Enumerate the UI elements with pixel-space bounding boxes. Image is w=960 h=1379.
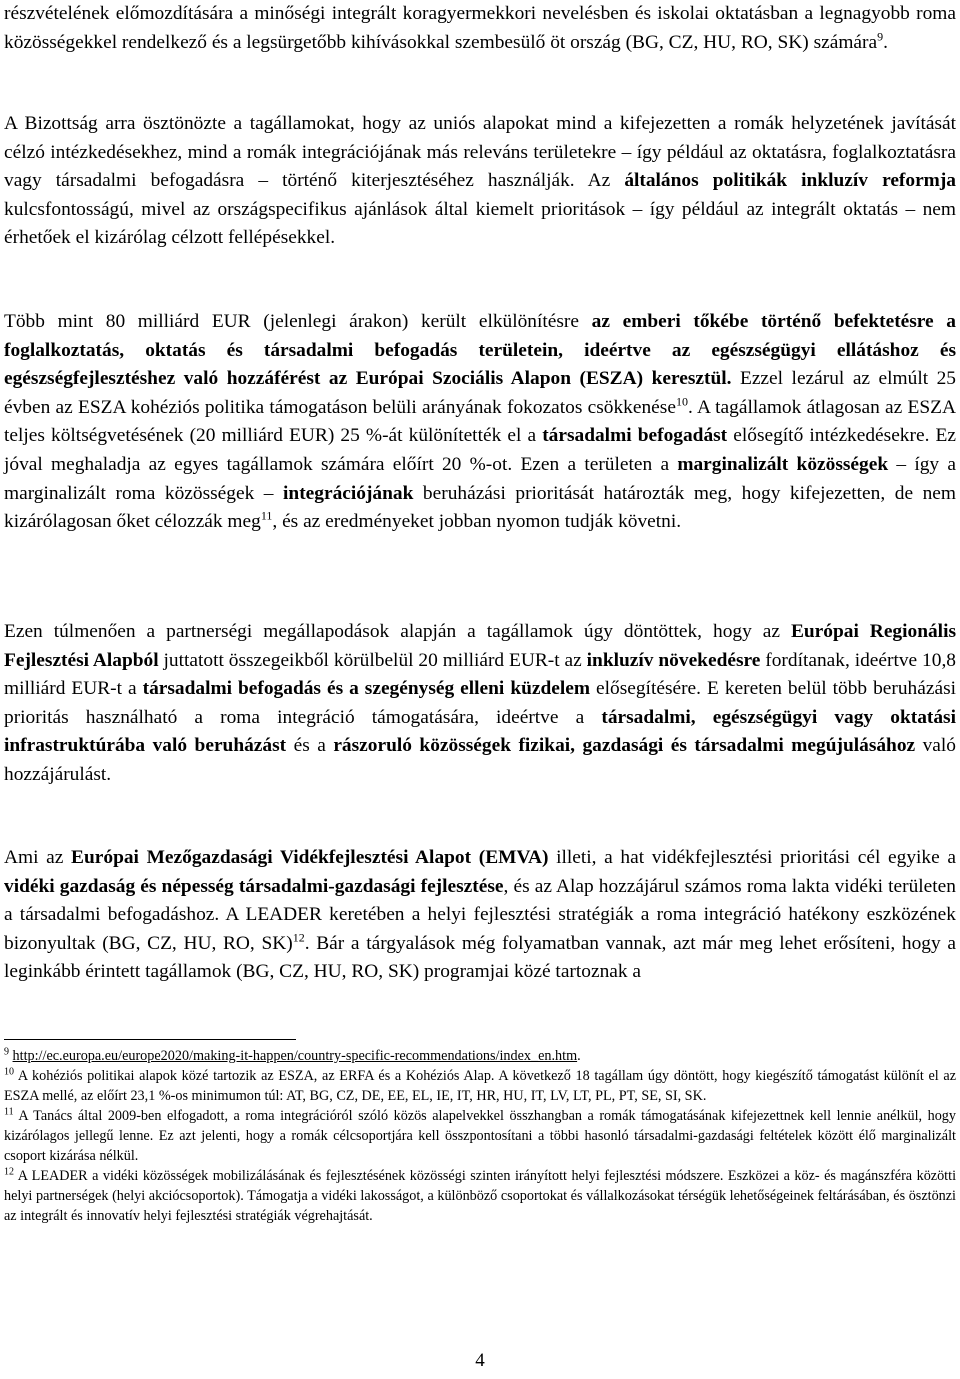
- bold-run: marginalizált közösségek: [677, 453, 889, 475]
- bold-run: rászoruló közösségek fizikai, gazdasági és társadalmi megújulásához: [333, 735, 916, 757]
- footnote-number: 10: [4, 1066, 14, 1078]
- text-run: .: [883, 31, 888, 53]
- text-run: – így a marginalizált roma közösségek –: [4, 453, 956, 504]
- text-run: beruházási prioritását határozták meg, hogy kifejezetten, de nem kizárólagosan őket célozzák meg: [4, 482, 956, 533]
- text-run: Ezen túlmenően a partnerségi megállapodások alapján a tagállamok úgy döntöttek, hogy az: [4, 621, 791, 642]
- text-run: Ami az: [4, 847, 72, 868]
- footnote-number: 11: [4, 1106, 14, 1118]
- bold-run: vidéki gazdaság és népesség társadalmi-gazdasági fejlesztése: [4, 875, 504, 897]
- text-run: és a: [286, 735, 334, 757]
- bold-run: Európai Mezőgazdasági Vidékfejlesztési Alapot (EMVA): [71, 847, 549, 868]
- footnote-ref: 10: [675, 394, 688, 409]
- footnote-text: A Tanács által 2009-ben elfogadott, a roma integrációról szóló közös alapelvekkel összhangban a romák támogatásának kifejezettnek kell lennie anélkül, hogy kizárólagos jellegű lenne. Ez azt jelenti, hogy a romák célcsoportjára kell összpontosítani a többi hasonló társadalmi-gazdasági feltételek között élő marginalizált csoport kizárása nélkül.: [4, 1108, 956, 1164]
- text-run: elősegítő intézkedésekre. Ez jóval meghaladja az egyes tagállamok számára előírt 20 %-ot. Ezen a területen a: [4, 425, 956, 475]
- text-run: , és az eredményeket jobban nyomon tudják követni.: [272, 511, 682, 533]
- footnote-ref: 11: [260, 508, 273, 523]
- footnote-9: [4, 1046, 956, 1066]
- bold-run: Európai Regionális Fejlesztési Alapból: [4, 621, 956, 671]
- footnote-punct: .: [577, 1048, 581, 1064]
- bold-run: társadalmi befogadást: [542, 425, 728, 447]
- text-run: Ezzel lezárul az elmúlt 25 évben az ESZA kohéziós politika támogatáson belüli arányának fokozatos csökkenése: [4, 368, 956, 418]
- text-run: . Bár a tárgyalások még folyamatban vannak, azt már meg lehet erősíteni, hogy a leginkább érintett tagállamok (BG, CZ, HU, RO, SK) programjai közé tartoznak a: [4, 932, 956, 983]
- bold-run: integrációjának: [283, 482, 414, 504]
- text-run: fordítanak, ideértve 10,8 milliárd EUR-t a: [4, 649, 956, 700]
- text-run: kulcsfontosságú, mivel az országspecifikus ajánlások által kiemelt prioritások – így például az integrált oktatás – nem érhetőek el kizárólag célzott fellépésekkel.: [4, 198, 956, 249]
- footnote-text: A kohéziós politikai alapok közé tartozik az ESZA, az ERFA és a Kohéziós Alap. A következő 18 tagállam úgy döntött, hogy kiegészítő támogatást különít el az ESZA mellé, az előírt 23,1 %-os minimumon túl: AT, BG, CZ, DE, EE, EL, IE, IT, HR, HU, IT, LV, LT, PL, PT, SE, SI, SK.: [4, 1068, 957, 1104]
- page-number: 4: [475, 1350, 485, 1371]
- footnotes: [4, 1046, 956, 1226]
- bold-run: inkluzív növekedésre: [586, 649, 761, 671]
- footnote-separator: [4, 1039, 296, 1040]
- paragraph-3: [4, 618, 956, 790]
- bold-run: általános politikák inkluzív reformja: [624, 170, 956, 192]
- footnote-number: 9: [4, 1046, 9, 1058]
- footnote-text: A LEADER a vidéki közösségek mobilizálásának és fejlesztésének közösségi szinten irányított helyi fejlesztési módszere. Eszközei a köz- és magánszféra közötti helyi partnerségek (helyi akciócsoportok). Támogatja a vidéki lakosságot, a különböző csoportokat és vállalkozásokat térségük lehetőségeinek feltárásában, és ösztönzi az integrált és innovatív helyi fejlesztési stratégiák végrehajtását.: [4, 1168, 957, 1224]
- bold-run: az emberi tőkébe történő befektetésre a foglalkoztatás, oktatás és társadalmi befogadás területein, ideértve az egészségügyi ellátáshoz és egészségfejlesztéshez való hozzáférést az Európai Szociális Alapon (ESZA) keresztül.: [4, 311, 956, 390]
- text-run: juttatott összegeikből körülbelül 20 milliárd EUR-t az: [158, 649, 587, 671]
- footnote-number: 12: [4, 1166, 14, 1178]
- footnote-ref: 9: [877, 29, 884, 44]
- bold-run: társadalmi befogadás és a szegénység elleni küzdelem: [142, 678, 591, 700]
- text-run: . A tagállamok átlagosan az ESZA teljes költségvetésének (20 milliárd EUR) 25 %-át különítették el a: [4, 396, 957, 447]
- bold-run: társadalmi, egészségügyi vagy oktatási infrastruktúrába való beruházást: [4, 706, 956, 757]
- text-run: részvételének előmozdítására a minőségi integrált koragyermekkori nevelésben és iskolai oktatásban a legnagyobb roma közösségekkel rendelkező és a legsürgetőbb kihívásokkal szembesülő öt ország (BG, CZ, HU, RO, SK) számára: [4, 3, 956, 53]
- text-run: való hozzájárulást.: [4, 735, 956, 785]
- footnote-link[interactable]: http://ec.europa.eu/europe2020/making-it-happen/country-specific-recommendations/index_en.htm: [12, 1048, 578, 1064]
- footnote-ref: 12: [292, 930, 305, 945]
- paragraph-1: [4, 110, 956, 253]
- text-run: , és az Alap hozzájárul számos roma lakta vidéki területen a társadalmi befogadáshoz. A LEADER keretében a helyi fejlesztési stratégiák a roma integráció hatékony eszközének bizonyultak (BG, CZ, HU, RO, SK): [4, 875, 956, 954]
- footnote-10: [4, 1066, 956, 1106]
- paragraph-0: [4, 0, 956, 57]
- text-run: A Bizottság arra ösztönözte a tagállamokat, hogy az uniós alapokat mind a kifejezetten a romák helyzetének javítását célzó intézkedésekhez, mind a romák integrációjának más releváns területekre – így például az oktatásra, foglalkoztatásra vagy társadalmi befogadásra – történő kiterjesztéséhez használják. Az: [4, 113, 956, 192]
- paragraph-2: [4, 308, 956, 537]
- text-run: illeti, a hat vidékfejlesztési prioritási cél egyike a: [548, 847, 956, 868]
- text-run: elősegítésére. E kereten belül több beruházási prioritás használható a roma integráció támogatására, ideértve a: [4, 678, 957, 728]
- footnote-12: [4, 1166, 956, 1226]
- text-run: Több mint 80 milliárd EUR (jelenlegi árakon) került elkülönítésre: [4, 311, 592, 332]
- paragraph-4: [4, 844, 956, 987]
- footnote-11: [4, 1106, 956, 1166]
